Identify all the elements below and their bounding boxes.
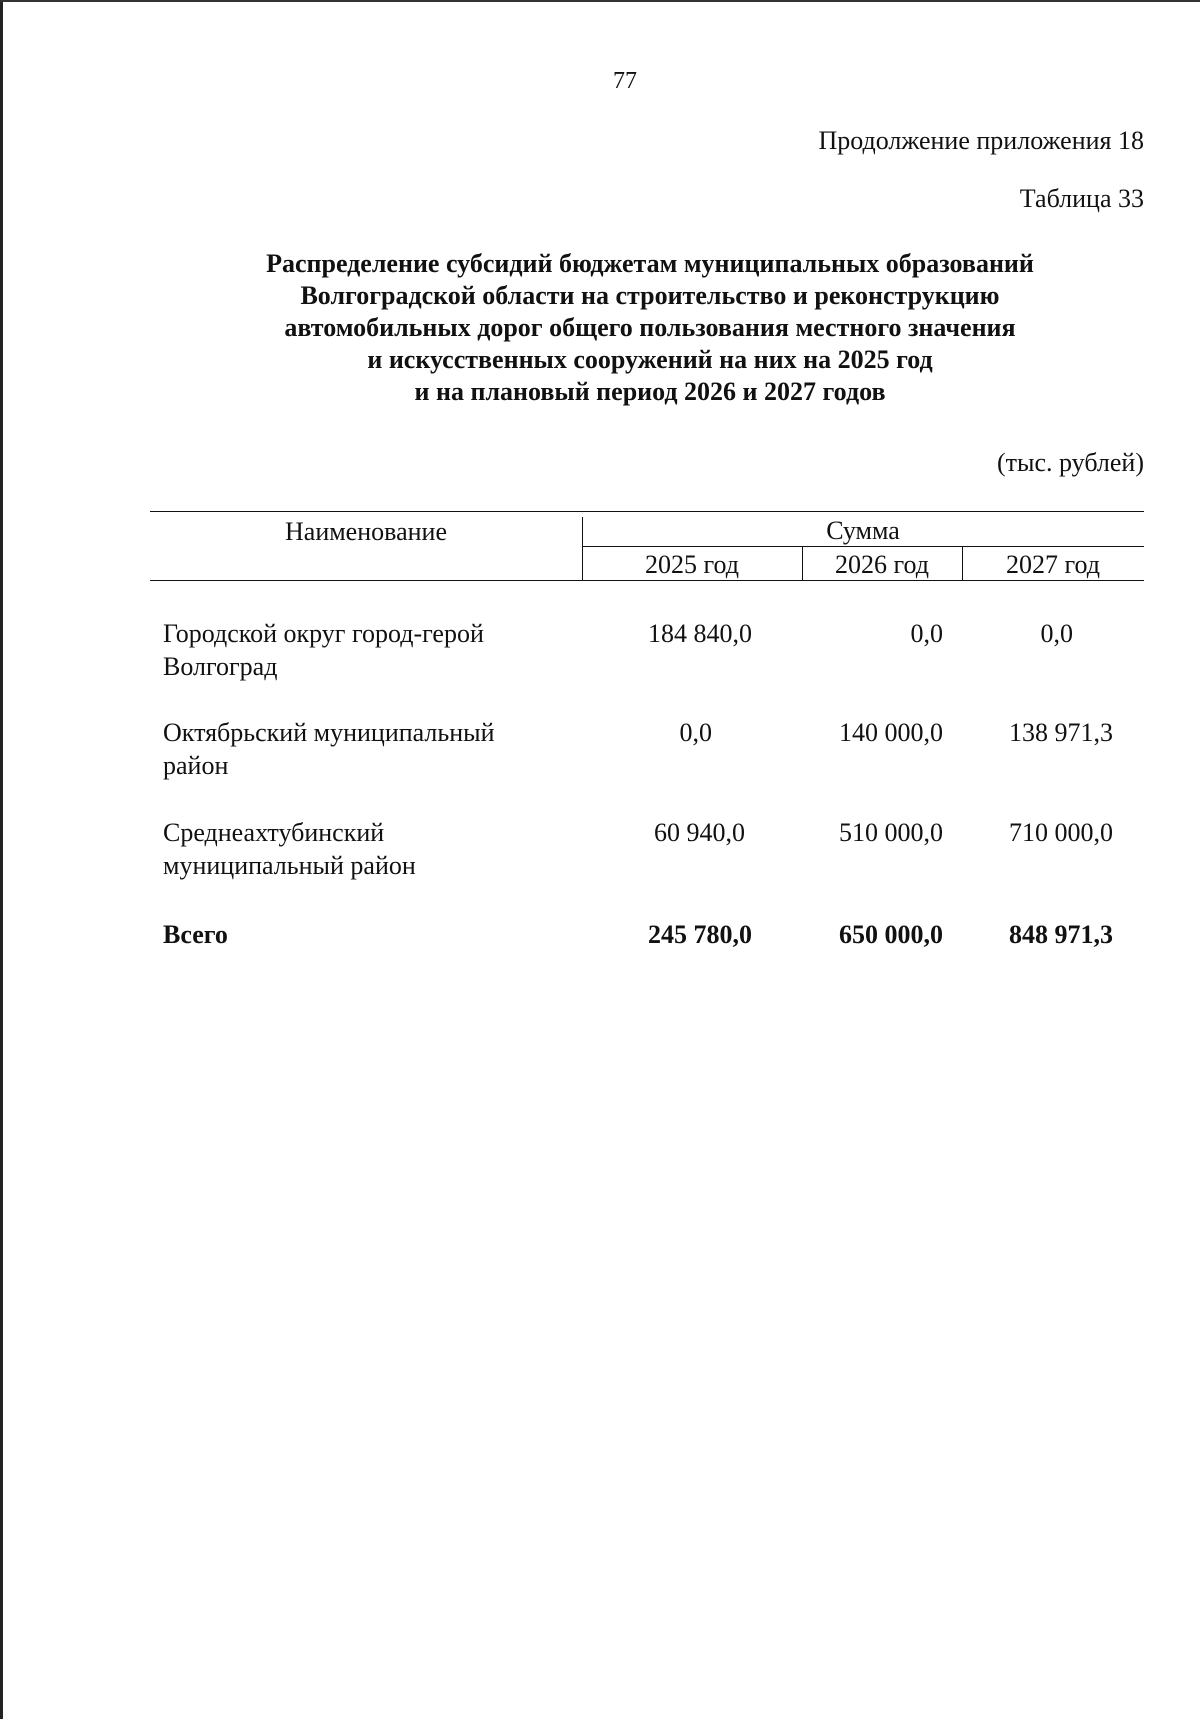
value-2025: 60 940,0 <box>654 818 745 847</box>
column-header-year: 2026 год <box>835 550 929 579</box>
value-2025: 0,0 <box>679 718 712 747</box>
total-2025: 245 780,0 <box>648 920 752 949</box>
title-line: и искусственных сооружений на них на 2025 год <box>367 345 933 374</box>
value-2025: 184 840,0 <box>648 619 752 648</box>
document-title <box>150 248 1150 408</box>
column-header-name: Наименование <box>285 517 447 546</box>
row-name <box>163 617 583 683</box>
column-header-sum: Сумма <box>826 516 900 545</box>
total-label: Всего <box>163 920 228 949</box>
title-line: и на плановый период 2026 и 2027 годов <box>414 377 886 406</box>
title-line: Волгоградской области на строительство и реконструкцию <box>300 281 1000 310</box>
row-name <box>163 716 583 782</box>
value-2027: 138 971,3 <box>1009 718 1113 747</box>
total-2026: 650 000,0 <box>839 920 943 949</box>
table-number: Таблица 33 <box>1019 184 1144 213</box>
header-bottom-rule <box>150 580 1144 581</box>
value-2026: 0,0 <box>910 619 943 648</box>
units-label: (тыс. рублей) <box>996 448 1144 477</box>
value-2027: 0,0 <box>1040 619 1073 648</box>
page-number: 77 <box>613 68 637 94</box>
value-2026: 140 000,0 <box>839 718 943 747</box>
row-name-line: Среднеахтубинский <box>163 818 385 847</box>
sum-subheader-rule <box>582 546 1144 547</box>
title-line: Распределение субсидий бюджетам муниципальных образований <box>266 249 1034 278</box>
row-name-line: Городской округ город-герой <box>163 619 484 648</box>
value-2027: 710 000,0 <box>1009 818 1113 847</box>
total-2027: 848 971,3 <box>1009 920 1113 949</box>
row-name-line: муниципальный район <box>163 851 416 880</box>
row-name <box>163 816 583 882</box>
value-2026: 510 000,0 <box>839 818 943 847</box>
column-header-year: 2027 год <box>1006 550 1100 579</box>
scan-left-edge <box>0 0 3 1719</box>
table-top-rule <box>150 511 1144 512</box>
column-header-year: 2025 год <box>645 550 739 579</box>
scan-top-edge <box>0 0 1200 2</box>
row-name-line: Волгоград <box>163 652 278 681</box>
title-line: автомобильных дорог общего пользования местного значения <box>284 313 1016 342</box>
row-name-line: Октябрьский муниципальный <box>163 718 495 747</box>
appendix-label: Продолжение приложения 18 <box>818 126 1144 155</box>
row-name-line: район <box>163 751 229 780</box>
